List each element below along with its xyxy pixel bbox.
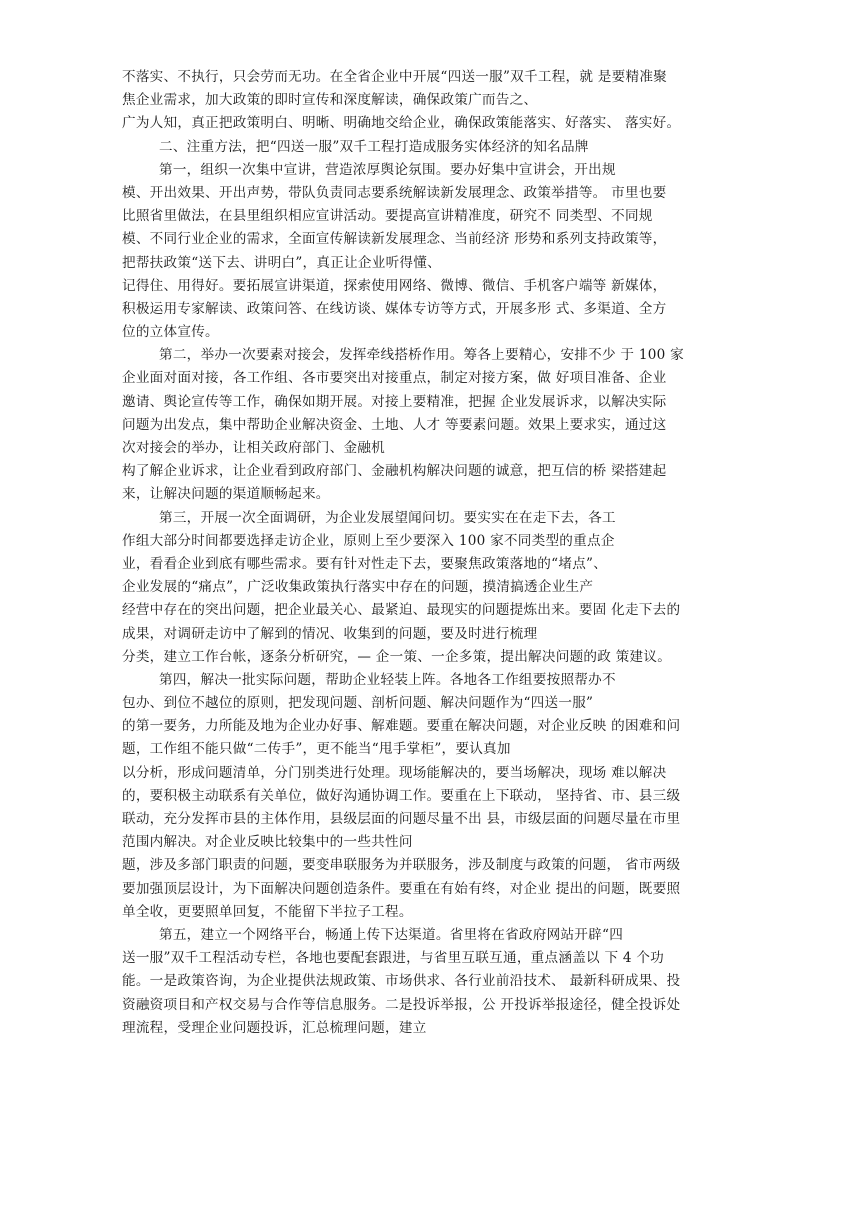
text-line: 积极运用专家解读、政策问答、在线访谈、媒体专访等方式，开展多形 式、多渠道、全方 xyxy=(122,300,667,317)
text-line: 理流程，受理企业问题投诉，汇总梳理问题，建立 xyxy=(122,1019,427,1036)
text-line: 作组大部分时间都要选择走访企业，原则上至少要深入 100 家不同类型的重点企 xyxy=(122,532,615,549)
text-line: 不落实、不执行，只会劳而无功。在全省企业中开展“四送一服”双千工程，就 是要精准聚 xyxy=(122,69,668,85)
text-line: 范围内解决。对企业反映比较集中的一些共性问 xyxy=(122,834,413,851)
text-line: 企业面对面对接，各工作组、各市要突出对接重点，制定对接方案，做 好项目准备、企业 xyxy=(122,370,667,387)
text-line: 能。一是政策咨询，为企业提供法规政策、市场供求、各行业前沿技术、 最新科研成果、投 xyxy=(122,973,681,990)
text-line: 构了解企业诉求，让企业看到政府部门、金融机构解决问题的诚意，把互信的桥 梁搭建起 xyxy=(122,463,667,480)
text-line: 广为人知，真正把政策明白、明晰、明确地交给企业，确保政策能落实、好落实、 落实好。 xyxy=(122,115,681,132)
text-line: 企业发展的“痛点”，广泛收集政策执行落实中存在的问题，摸清搞透企业生产 xyxy=(122,579,594,596)
text-line: 位的立体宣传。 xyxy=(122,324,219,341)
text-line: 比照省里做法，在县里组织相应宣讲活动。要提高宣讲精准度，研究不 同类型、不同规 xyxy=(122,208,653,225)
text-line: 以分析，形成问题清单，分门别类进行处理。现场能解决的，要当场解决，现场 难以解决 xyxy=(122,764,667,781)
text-line: 二、注重方法，把“四送一服”双千工程打造成服务实体经济的知名品牌 xyxy=(159,138,589,155)
text-line: 第三，开展一次全面调研，为企业发展望闻问切。要实实在在走下去，各工 xyxy=(159,509,616,526)
text-line: 业，看看企业到底有哪些需求。要有针对性走下去，要聚焦政策落地的“堵点”、 xyxy=(122,555,608,572)
document-page xyxy=(122,66,748,1040)
text-line: 第五，建立一个网络平台，畅通上传下达渠道。省里将在省政府网站开辟“四 xyxy=(159,926,624,943)
text-line: 第一，组织一次集中宣讲，营造浓厚舆论氛围。要办好集中宣讲会，开出规 xyxy=(159,161,616,178)
text-line: 单全收，更要照单回复，不能留下半拉子工程。 xyxy=(122,903,413,920)
text-line: 成果，对调研走访中了解到的情况、收集到的问题，要及时进行梳理 xyxy=(122,625,538,642)
text-line: 模、开出效果、开出声势，带队负责同志要系统解读新发展理念、政策举措等。 市里也要 xyxy=(122,184,667,201)
text-line: 资融资项目和产权交易与合作等信息服务。二是投诉举报，公 开投诉举报途径，健全投诉处 xyxy=(122,996,681,1013)
text-line: 问题为出发点，集中帮助企业解决资金、土地、人才 等要素问题。效果上要求实，通过这 xyxy=(122,416,667,433)
text-line: 次对接会的举办，让相关政府部门、金融机 xyxy=(122,440,386,456)
text-line: 送一服”双千工程活动专栏，各地也要配套跟进，与省里互联互通，重点涵盖以 下 4 个功 xyxy=(122,950,665,967)
text-line: 题，工作组不能只做“二传手”，更不能当“甩手掌柜”，要认真加 xyxy=(122,741,511,758)
text-line: 邀请、舆论宣传等工作，确保如期开展。对接上要精准，把握 企业发展诉求，以解决实际 xyxy=(122,393,667,410)
text-line: 的，要积极主动联系有关单位，做好沟通协调工作。要重在上下联动， 坚持省、市、县三级 xyxy=(122,787,681,804)
text-line: 题，涉及多部门职责的问题，要变串联服务为并联服务，涉及制度与政策的问题， 省市两级 xyxy=(122,857,681,874)
text-line: 把帮扶政策“送下去、讲明白”，真正让企业听得懂、 xyxy=(122,254,441,271)
text-line: 包办、到位不越位的原则，把发现问题、剖析问题、解决问题作为“四送一服” xyxy=(122,695,594,712)
text-line: 分类，建立工作台帐，逐条分析研究，— 企一策、一企多策，提出解决问题的政 策建议。 xyxy=(122,648,672,665)
text-line: 要加强顶层设计，为下面解决问题创造条件。要重在有始有终，对企业 提出的问题，既要照 xyxy=(122,880,681,897)
text-line: 记得住、用得好。要拓展宣讲渠道，探索使用网络、微博、微信、手机客户端等 新媒体， xyxy=(122,277,667,294)
text-line: 的第一要务，力所能及地为企业办好事、解难题。要重在解决问题，对企业反映 的困难和问 xyxy=(122,718,681,735)
text-line: 经营中存在的突出问题，把企业最关心、最紧迫、最现实的问题提炼出来。要固 化走下去的 xyxy=(122,602,681,619)
text-line: 焦企业需求，加大政策的即时宣传和深度解读，确保政策广而告之、 xyxy=(122,92,538,109)
text-line: 模、不同行业企业的需求，全面宣传解读新发展理念、当前经济 形势和系列支持政策等， xyxy=(122,231,667,248)
text-line: 来，让解决问题的渠道顺畅起来。 xyxy=(122,486,330,503)
text-line: 第二，举办一次要素对接会，发挥牵线搭桥作用。筹各上要精心，安排不少 于 100 家 xyxy=(159,347,684,364)
text-line: 联动，充分发挥市县的主体作用，县级层面的问题尽量不出 县，市级层面的问题尽量在市里 xyxy=(122,811,681,827)
text-line: 第四，解决一批实际问题，帮助企业轻装上阵。各地各工作组要按照帮办不 xyxy=(159,671,616,688)
